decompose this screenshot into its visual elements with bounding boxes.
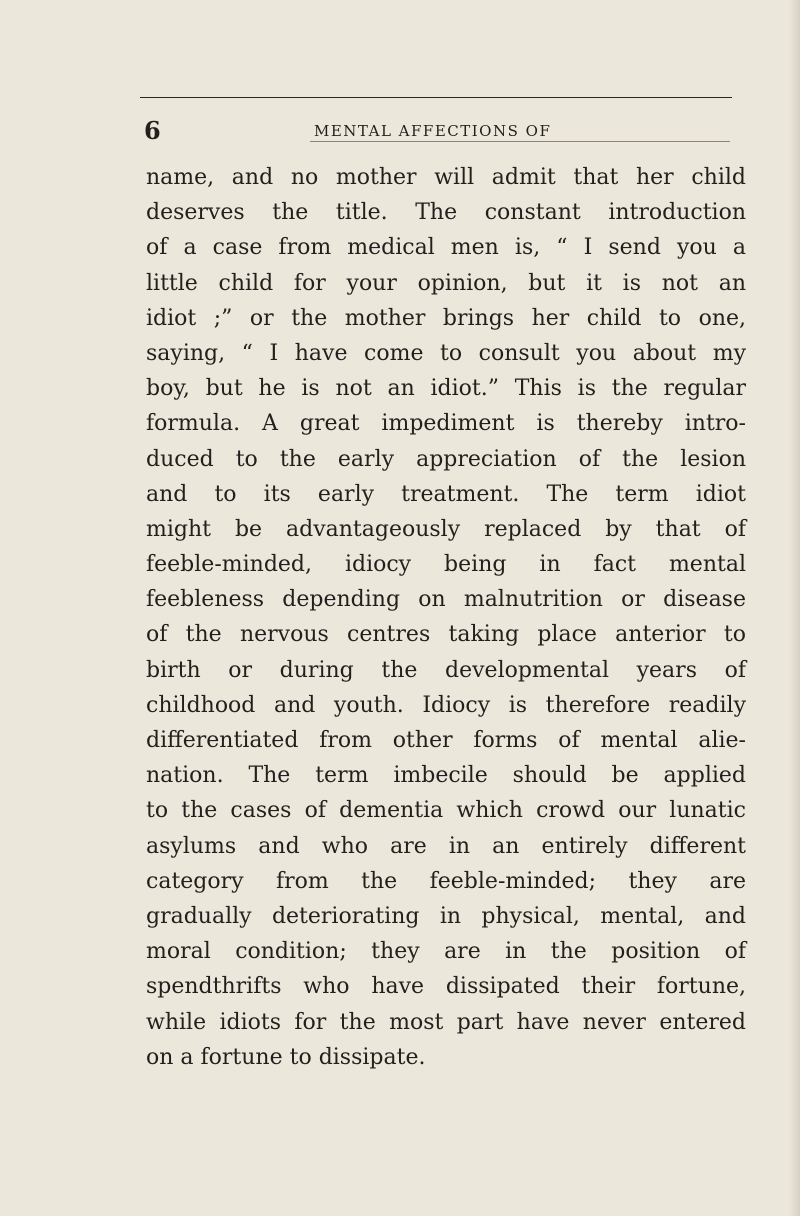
text-line: idiot ;” or the mother brings her child to one,	[146, 305, 746, 331]
page-edge-shadow	[788, 0, 800, 1216]
text-line: boy, but he is not an idiot.” This is the regular	[146, 376, 746, 402]
text-line: spendthrifts who have dissipated their fortune,	[146, 974, 746, 1000]
text-line: to the cases of dementia which crowd our lunatic	[146, 798, 746, 824]
text-line: birth or during the developmental years of	[146, 657, 746, 683]
running-head: MENTAL AFFECTIONS OF	[314, 122, 552, 140]
text-line: and to its early treatment. The term idiot	[146, 481, 746, 507]
text-line: childhood and youth. Idiocy is therefore readily	[146, 692, 746, 718]
text-line: while idiots for the most part have never entered	[146, 1009, 746, 1035]
body-paragraph	[146, 160, 746, 1075]
text-line: on a fortune to dissipate.	[146, 1044, 426, 1070]
text-line: nation. The term imbecile should be applied	[146, 763, 746, 789]
text-line: moral condition; they are in the position of	[146, 939, 746, 965]
text-line: name, and no mother will admit that her child	[146, 165, 746, 190]
text-line: feeble-minded, idiocy being in fact mental	[146, 552, 746, 578]
text-line: gradually deteriorating in physical, mental, and	[146, 903, 746, 929]
text-line: saying, “ I have come to consult you about my	[146, 340, 746, 366]
text-line: asylums and who are in an entirely different	[146, 833, 746, 859]
text-line: category from the feeble-minded; they are	[146, 868, 746, 894]
text-line: formula. A great impediment is thereby intro-	[146, 411, 746, 437]
header-rule-top	[140, 97, 732, 98]
text-line: little child for your opinion, but it is not an	[146, 270, 746, 296]
text-line: of a case from medical men is, “ I send you a	[146, 235, 746, 261]
text-line: deserves the title. The constant introduction	[146, 200, 746, 226]
header-rule-bottom	[310, 141, 730, 142]
text-line: duced to the early appreciation of the lesion	[146, 446, 746, 472]
text-line: might be advantageously replaced by that of	[146, 516, 746, 542]
page-number: 6	[144, 116, 161, 145]
text-line: of the nervous centres taking place anterior to	[146, 622, 746, 648]
text-line: feebleness depending on malnutrition or disease	[146, 587, 746, 613]
text-line: differentiated from other forms of mental alie-	[146, 728, 746, 753]
